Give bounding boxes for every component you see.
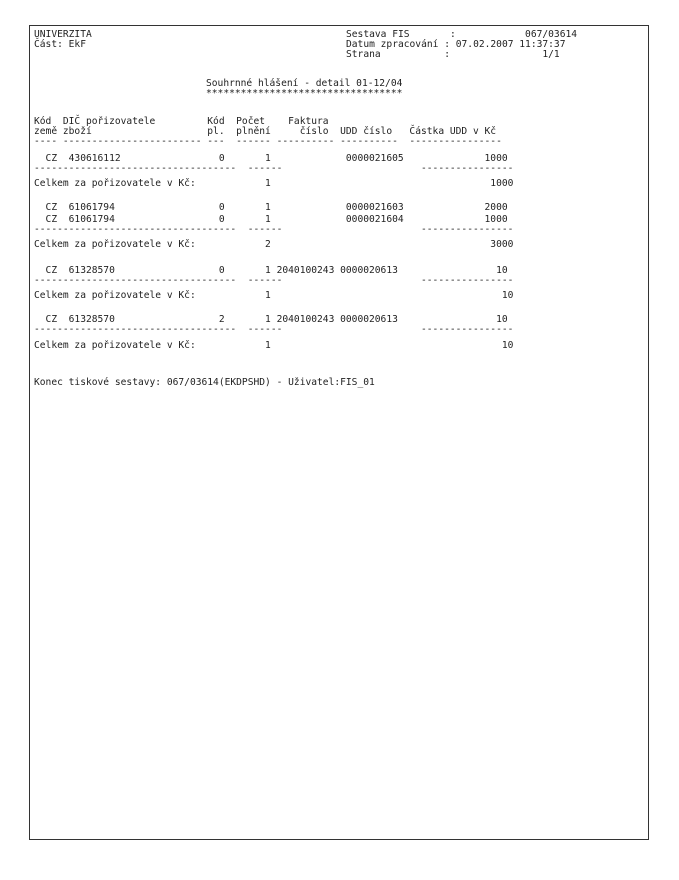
group-total: Celkem za pořizovatele v Kč: 1 1000 bbox=[34, 178, 514, 189]
column-header-line-2: země zboží pl. plnění číslo UDD číslo Částka UDD v Kč bbox=[34, 126, 497, 137]
report-page bbox=[29, 25, 649, 840]
table-row: CZ 61328570 2 1 2040100243 0000020613 10 bbox=[34, 314, 508, 325]
group-total: Celkem za pořizovatele v Kč: 2 3000 bbox=[34, 239, 514, 250]
table-row: CZ 61328570 0 1 2040100243 0000020613 10 bbox=[34, 265, 508, 276]
org-name: UNIVERZITA bbox=[34, 29, 92, 40]
column-header-line-1: Kód DIČ pořizovatele Kód Počet Faktura bbox=[34, 116, 329, 127]
report-title-underline: ********************************** bbox=[206, 88, 403, 99]
table-row: CZ 61061794 0 1 0000021604 1000 bbox=[34, 214, 508, 225]
group-total: Celkem za pořizovatele v Kč: 1 10 bbox=[34, 290, 514, 301]
report-title: Souhrnné hlášení - detail 01-12/04 bbox=[206, 78, 403, 89]
page-number-line: Strana : 1/1 bbox=[346, 49, 560, 60]
group-separator: ----------------------------------- ------ ---------------- bbox=[34, 324, 514, 335]
group-separator: ----------------------------------- ------ ---------------- bbox=[34, 163, 514, 174]
column-header-dashes: ---- ------------------------ --- ------ ---------- ---------- ---------------- bbox=[34, 136, 502, 147]
table-row: CZ 430616112 0 1 0000021605 1000 bbox=[34, 153, 508, 164]
group-separator: ----------------------------------- ------ ---------------- bbox=[34, 275, 514, 286]
processing-date-line: Datum zpracování : 07.02.2007 11:37:37 bbox=[346, 39, 566, 50]
group-total: Celkem za pořizovatele v Kč: 1 10 bbox=[34, 340, 514, 351]
table-row: CZ 61061794 0 1 0000021603 2000 bbox=[34, 202, 508, 213]
report-end-line: Konec tiskové sestavy: 067/03614(EKDPSHD) - Uživatel:FIS_01 bbox=[34, 377, 375, 388]
org-part: Část: EkF bbox=[34, 39, 86, 50]
group-separator: ----------------------------------- ------ ---------------- bbox=[34, 224, 514, 235]
report-id-line: Sestava FIS : 067/03614 bbox=[346, 29, 578, 40]
